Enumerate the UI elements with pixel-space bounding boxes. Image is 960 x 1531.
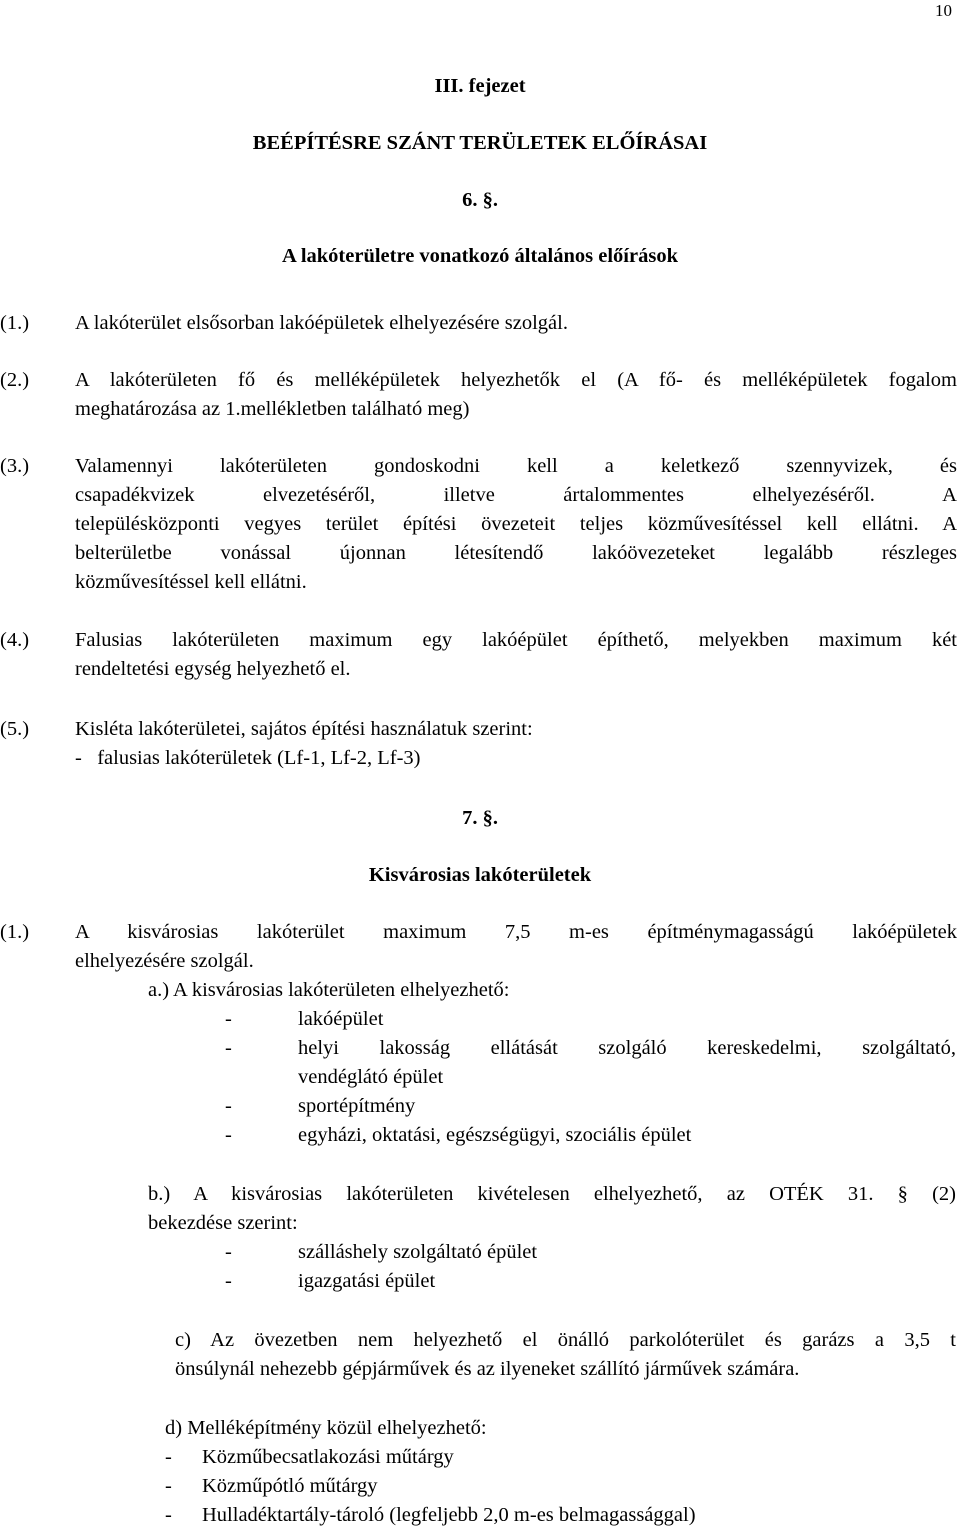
paragraph-line: rendeltetési egység helyezhető el. — [75, 658, 351, 680]
subsection-c-line: önsúlynál nehezebb gépjárművek és az ilyeneket szállító járművek számára. — [175, 1358, 800, 1380]
list-dash: - — [225, 1241, 232, 1263]
list-dash: - — [225, 1124, 232, 1146]
list-item: igazgatási épület — [298, 1270, 436, 1292]
list-item: Hulladéktartály-tároló (legfeljebb 2,0 m-es belmagassággal) — [202, 1504, 696, 1526]
paragraph-number: (3.) — [0, 455, 30, 477]
list-item: szálláshely szolgáltató épület — [298, 1241, 538, 1263]
paragraph-line: A lakóterületen fő és melléképületek helyezhetők el (A fő- és melléképületek fogalom — [75, 369, 957, 391]
list-dash: - — [225, 1008, 232, 1030]
paragraph-line: A kisvárosias lakóterület maximum 7,5 m-es építménymagasságú lakóépületek — [75, 921, 957, 943]
list-dash: - — [165, 1446, 172, 1468]
list-dash: - — [225, 1270, 232, 1292]
list-dash: - — [165, 1504, 172, 1526]
paragraph-line: Valamennyi lakóterületen gondoskodni kell a keletkező szennyvizek, és — [75, 455, 957, 477]
list-item: sportépítmény — [298, 1095, 416, 1117]
list-item-continuation: vendéglátó épület — [298, 1066, 444, 1088]
paragraph-number: (4.) — [0, 629, 30, 651]
list-item: Közműbecsatlakozási műtárgy — [202, 1446, 454, 1468]
paragraph-line: Kisléta lakóterületei, sajátos építési használatuk szerint: — [75, 718, 533, 740]
chapter-label: III. fejezet — [434, 75, 526, 97]
list-item: helyi lakosság ellátását szolgáló kereskedelmi, szolgáltató, — [298, 1037, 956, 1059]
section-7-title: Kisvárosias lakóterületek — [368, 864, 592, 886]
paragraph-line: meghatározása az 1.mellékletben található meg) — [75, 398, 470, 420]
section-7-number: 7. §. — [462, 807, 498, 829]
subsection-b-line: b.) A kisvárosias lakóterületen kivételesen elhelyezhető, az OTÉK 31. § (2) — [148, 1183, 956, 1205]
paragraph-number: (2.) — [0, 369, 30, 391]
subsection-b-line: bekezdése szerint: — [148, 1212, 298, 1234]
paragraph-line: - falusias lakóterületek (Lf-1, Lf-2, Lf-3) — [75, 747, 421, 769]
paragraph-line: Falusias lakóterületen maximum egy lakóépület építhető, melyekben maximum két — [75, 629, 957, 651]
subsection-a-intro: a.) A kisvárosias lakóterületen elhelyezhető: — [148, 979, 510, 1001]
list-dash: - — [165, 1475, 172, 1497]
list-dash: - — [225, 1095, 232, 1117]
paragraph-line: csapadékvizek elvezetéséről, illetve ártalommentes elhelyezéséről. A — [75, 484, 957, 506]
paragraph-line: A lakóterület elsősorban lakóépületek elhelyezésére szolgál. — [75, 312, 568, 334]
paragraph-line: belterületbe vonással újonnan létesítendő lakóövezeteket legalább részleges — [75, 542, 957, 564]
list-item: lakóépület — [298, 1008, 384, 1030]
section-6-title: A lakóterületre vonatkozó általános előírások — [282, 245, 678, 267]
list-item: egyházi, oktatási, egészségügyi, szociális épület — [298, 1124, 692, 1146]
paragraph-number: (1.) — [0, 312, 30, 334]
paragraph-line: közművesítéssel kell ellátni. — [75, 571, 307, 593]
paragraph-line: elhelyezésére szolgál. — [75, 950, 254, 972]
page-number: 10 — [935, 1, 952, 20]
section-6-number: 6. §. — [462, 189, 498, 211]
list-item: Közműpótló műtárgy — [202, 1475, 378, 1497]
subsection-c-line: c) Az övezetben nem helyezhető el önálló parkolóterület és garázs a 3,5 t — [175, 1329, 956, 1351]
paragraph-line: településközponti vegyes terület építési övezeteit teljes közművesítéssel kell ellátni. A — [75, 513, 957, 535]
paragraph-number: (5.) — [0, 718, 30, 740]
subsection-d-intro: d) Melléképítmény közül elhelyezhető: — [165, 1417, 487, 1439]
list-dash: - — [225, 1037, 232, 1059]
paragraph-number: (1.) — [0, 921, 30, 943]
chapter-title: BEÉPÍTÉSRE SZÁNT TERÜLETEK ELŐÍRÁSAI — [252, 132, 708, 154]
